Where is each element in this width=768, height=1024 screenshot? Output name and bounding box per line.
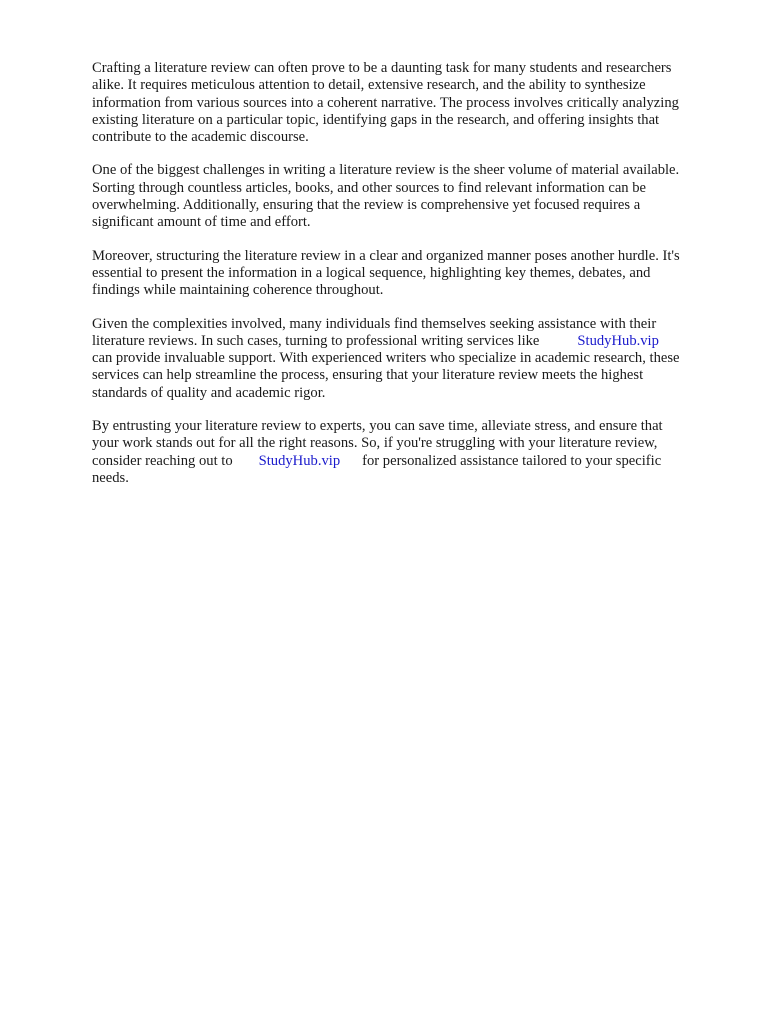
paragraph-structure xyxy=(92,248,732,300)
text-line xyxy=(92,453,732,470)
text-line xyxy=(92,333,732,350)
studyhub-link[interactable]: StudyHub.vip xyxy=(258,452,341,469)
text-line: contribute to the academic discourse. xyxy=(92,129,309,146)
paragraph-assistance xyxy=(92,316,732,402)
text-line: By entrusting your literature review to experts, you can save time, alleviate stress, and ensure that xyxy=(92,418,663,435)
text-line: Sorting through countless articles, books, and other sources to find relevant information can be xyxy=(92,179,647,196)
text-fragment: consider reaching out to xyxy=(92,452,233,469)
text-line: findings while maintaining coherence throughout. xyxy=(92,282,384,299)
text-line: Moreover, structuring the literature review in a clear and organized manner poses another hurdle. It's xyxy=(92,247,680,264)
paragraph-challenges xyxy=(92,162,732,231)
text-line: overwhelming. Additionally, ensuring that the review is comprehensive yet focused requires a xyxy=(92,197,641,214)
text-line: information from various sources into a coherent narrative. The process involves critically analyzing xyxy=(92,94,679,111)
text-line: needs. xyxy=(92,469,129,486)
text-line: services can help streamline the process, ensuring that your literature review meets the highest xyxy=(92,367,644,384)
studyhub-link[interactable]: StudyHub.vip xyxy=(577,332,659,349)
text-fragment: literature reviews. In such cases, turning to professional writing services like xyxy=(92,332,540,349)
text-line: Given the complexities involved, many individuals find themselves seeking assistance with their xyxy=(92,315,657,332)
text-line: significant amount of time and effort. xyxy=(92,214,311,231)
paragraph-intro xyxy=(92,60,732,146)
text-line: Crafting a literature review can often prove to be a daunting task for many students and researchers xyxy=(92,60,672,76)
text-line: your work stands out for all the right reasons. So, if you're struggling with your literature review, xyxy=(92,435,658,452)
text-line: standards of quality and academic rigor. xyxy=(92,384,326,401)
text-fragment: for personalized assistance tailored to your specific xyxy=(362,452,662,469)
paragraph-conclusion xyxy=(92,418,732,487)
text-line: One of the biggest challenges in writing a literature review is the sheer volume of material available. xyxy=(92,162,680,179)
document-page xyxy=(92,60,732,503)
text-line: essential to present the information in a logical sequence, highlighting key themes, debates, and xyxy=(92,264,651,281)
text-line: alike. It requires meticulous attention to detail, extensive research, and the ability to synthesize xyxy=(92,77,646,94)
text-line: existing literature on a particular topic, identifying gaps in the research, and offering insights that xyxy=(92,111,660,128)
text-line: can provide invaluable support. With experienced writers who specialize in academic research, these xyxy=(92,350,680,367)
